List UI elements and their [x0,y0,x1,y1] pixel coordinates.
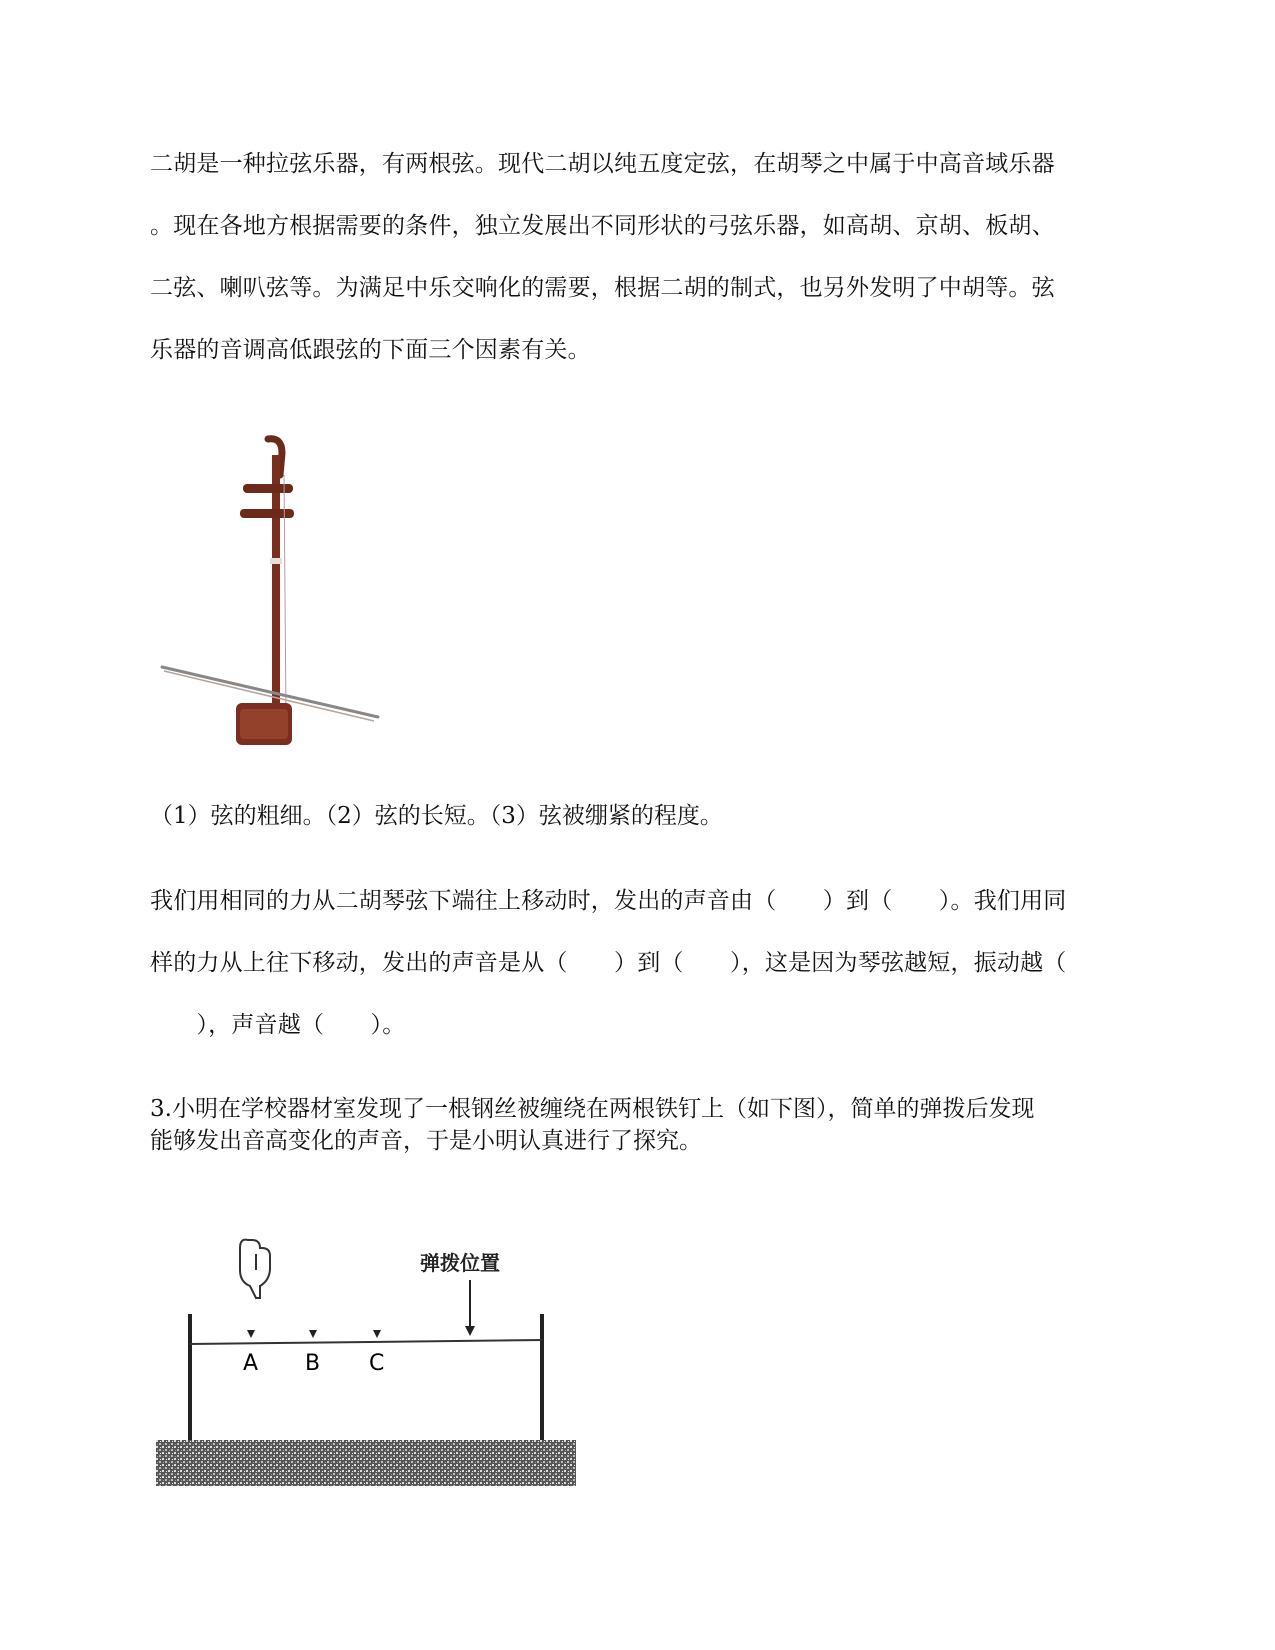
point-label-c: C [369,1351,385,1376]
marker-c [373,1330,381,1338]
point-label-b: B [305,1351,321,1376]
intro-line-2: 。现在各地方根据需要的条件，独立发展出不同形状的弓弦乐器，如高胡、京胡、板胡、 [150,213,1055,239]
question-3-line-2: 能够发出音高变化的声音，于是小明认真进行了探究。 [150,1128,702,1154]
pluck-position-label: 弹拨位置 [420,1253,500,1275]
base-board [156,1440,576,1486]
marker-a [247,1330,255,1338]
intro-line-4: 乐器的音调高低跟弦的下面三个因素有关。 [150,337,591,363]
fill-line-2: 样的力从上往下移动，发出的声音是从（ ）到（ ），这是因为琴弦越短，振动越（ [150,950,1067,976]
fill-line-1: 我们用相同的力从二胡琴弦下端往上移动时，发出的声音由（ ）到（ ）。我们用同 [150,888,1067,914]
steel-wire [190,1340,542,1344]
left-nail [188,1314,192,1440]
pluck-arrow-head [465,1326,475,1336]
question-3-line-1: 3.小明在学校器材室发现了一根钢丝被缠绕在两根铁钉上（如下图），简单的弹拨后发现 [150,1096,1035,1122]
wire-on-nails-diagram [156,1230,616,1490]
intro-line-1: 二胡是一种拉弦乐器，有两根弦。现代二胡以纯五度定弦，在胡琴之中属于中高音域乐器 [150,151,1055,177]
erhu-image [160,435,400,775]
pointing-hand-icon [240,1240,270,1298]
point-label-a: A [243,1351,259,1376]
marker-b [309,1330,317,1338]
intro-line-3: 二弦、喇叭弦等。为满足中乐交响化的需要，根据二胡的制式，也另外发明了中胡等。弦 [150,275,1055,301]
right-nail [540,1314,544,1440]
factors-line: （1）弦的粗细。（2）弦的长短。（3）弦被绷紧的程度。 [150,803,723,829]
fill-line-3: ），声音越（ ）。 [150,1012,406,1038]
